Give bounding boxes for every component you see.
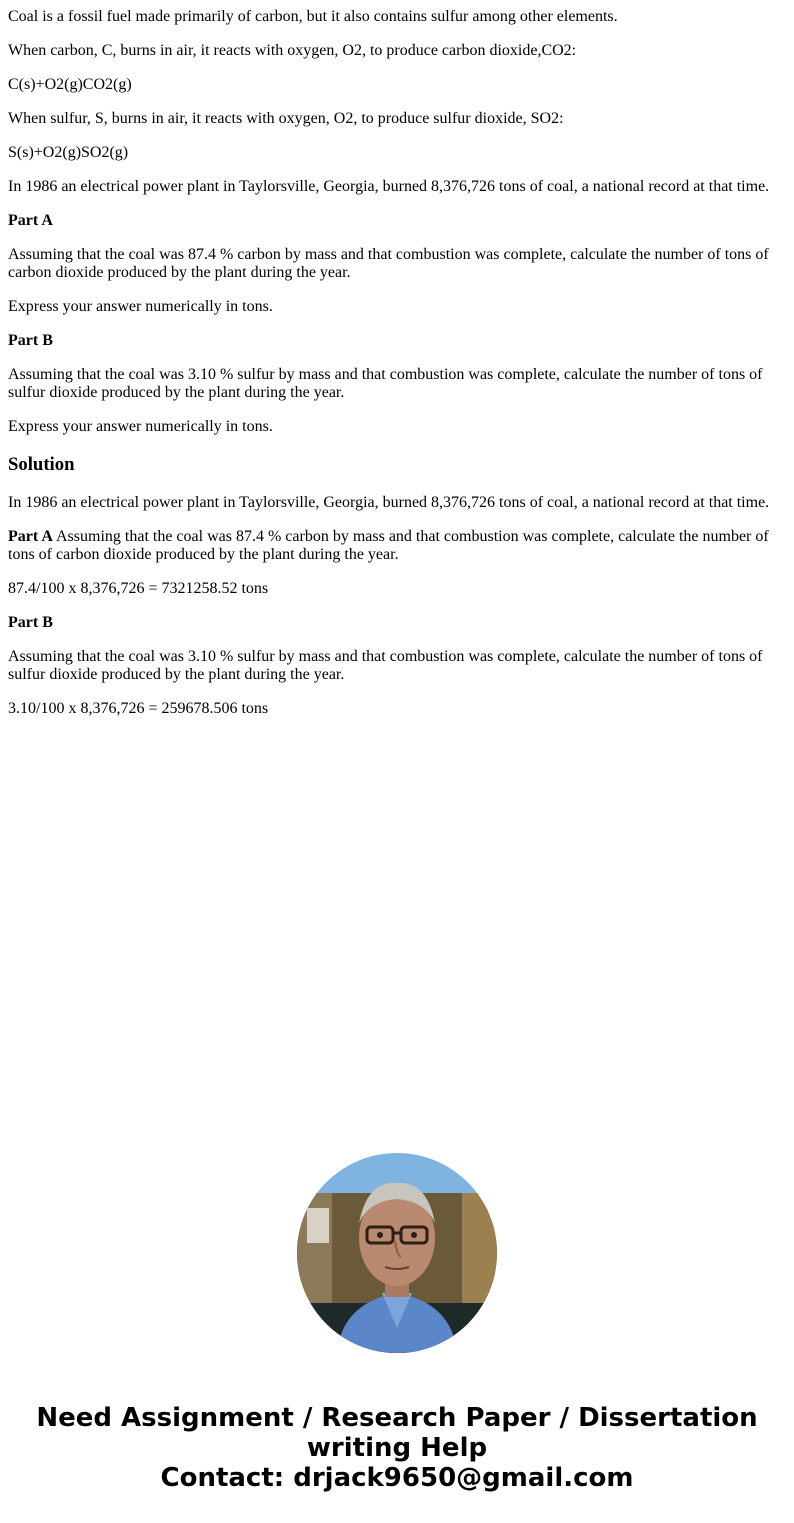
question-part-b-heading: Part B — [8, 332, 53, 349]
contact-banner — [0, 1403, 794, 1493]
question-part-a-instruction: Express your answer numerically in tons. — [8, 298, 273, 315]
solution-part-a-answer: 87.4/100 x 8,376,726 = 7321258.52 tons — [8, 580, 269, 597]
question-part-b-text: Assuming that the coal was 3.10 % sulfur by mass and that combustion was complete, calculate the number of tons of sulfur dioxide produced by the plant during the year. — [8, 366, 763, 401]
question-part-b-instruction: Express your answer numerically in tons. — [8, 418, 273, 435]
banner-contact-email[interactable]: Contact: drjack9650@gmail.com — [160, 1463, 634, 1493]
author-avatar — [297, 1153, 497, 1353]
solution-part-b-answer: 3.10/100 x 8,376,726 = 259678.506 tons — [8, 700, 269, 717]
solution-part-a — [8, 528, 786, 564]
carbon-equation: C(s)+O2(g)CO2(g) — [8, 76, 132, 93]
author-photo — [297, 1153, 497, 1353]
solution-part-b-heading: Part B — [8, 614, 53, 631]
solution-part-a-heading: Part A — [8, 528, 53, 545]
solution-context: In 1986 an electrical power plant in Taylorsville, Georgia, burned 8,376,726 tons of coal, a national record at that time. — [8, 494, 770, 511]
sulfur-equation: S(s)+O2(g)SO2(g) — [8, 144, 129, 161]
banner-line-2: writing Help — [306, 1433, 488, 1463]
solution-heading: Solution — [8, 454, 75, 475]
question-part-a-heading: Part A — [8, 212, 53, 229]
document-body — [8, 8, 786, 734]
carbon-statement: When carbon, C, burns in air, it reacts with oxygen, O2, to produce carbon dioxide,CO2: — [8, 42, 577, 59]
sulfur-statement: When sulfur, S, burns in air, it reacts with oxygen, O2, to produce sulfur dioxide, SO2: — [8, 110, 564, 127]
solution-part-a-text: Assuming that the coal was 87.4 % carbon by mass and that combustion was complete, calculate the number of tons of carbon dioxide produced by the plant during the year. — [8, 528, 769, 563]
question-context: In 1986 an electrical power plant in Taylorsville, Georgia, burned 8,376,726 tons of coal, a national record at that time. — [8, 178, 770, 195]
solution-part-b-text: Assuming that the coal was 3.10 % sulfur by mass and that combustion was complete, calculate the number of tons of sulfur dioxide produced by the plant during the year. — [8, 648, 763, 683]
question-intro: Coal is a fossil fuel made primarily of carbon, but it also contains sulfur among other elements. — [8, 8, 618, 25]
banner-line-1: Need Assignment / Research Paper / Dissertation — [36, 1403, 758, 1433]
question-part-a-text: Assuming that the coal was 87.4 % carbon by mass and that combustion was complete, calculate the number of tons of carbon dioxide produced by the plant during the year. — [8, 246, 769, 281]
